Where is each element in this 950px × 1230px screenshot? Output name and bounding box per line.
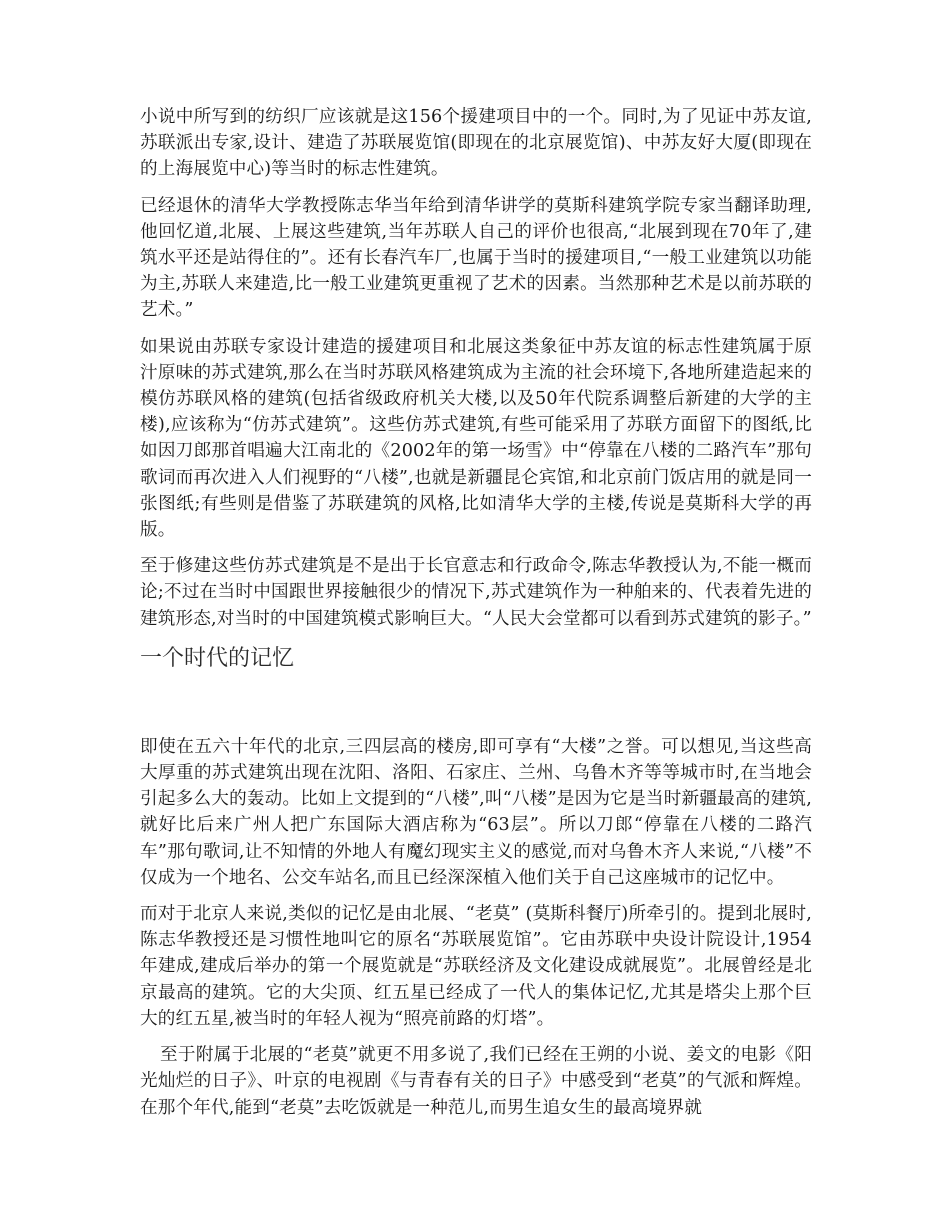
paragraph: 如果说由苏联专家设计建造的援建项目和北展这类象征中苏友谊的标志性建筑属于原汁原味的苏式建筑,那么在当时苏联风格建筑成为主流的社会环境下,各地所建造起来的模仿苏联风格的建筑(包括省级政府机关大楼,以及50年代院系调整后新建的大学的主楼),应该称为“仿苏式建筑”。这些仿苏式建筑,有些可能采用了苏联方面留下的图纸,比如因刀郎那首唱遍大江南北的《2002年的第一场雪》中“停靠在八楼的二路汽车”那句歌词而再次进入人们视野的“八楼”,也就是新疆昆仑宾馆,和北京前门饭店用的就是同一张图纸;有些则是借鉴了苏联建筑的风格,比如清华大学的主楼,传说是莫斯科大学的再版。 [140,336,812,541]
section-spacer [140,676,812,734]
article-body [140,104,812,1131]
paragraph: 已经退休的清华大学教授陈志华当年给到清华讲学的莫斯科建筑学院专家当翻译助理,他回忆道,北展、上展这些建筑,当年苏联人自己的评价也很高,“北展到现在70年了,建筑水平还是站得住的”。还有长春汽车厂,也属于当时的援建项目,“一般工业建筑以功能为主,苏联人来建造,比一般工业建筑更重视了艺术的因素。当然那种艺术是以前苏联的艺术。” [140,195,812,321]
paragraph: 小说中所写到的纺织厂应该就是这156个援建项目中的一个。同时,为了见证中苏友谊,苏联派出专家,设计、建造了苏联展览馆(即现在的北京展览馆)、中苏友好大厦(即现在的上海展览中心)等当时的标志性建筑。 [140,107,812,180]
paragraph: 至于修建这些仿苏式建筑是不是出于长官意志和行政命令,陈志华教授认为,不能一概而论;不过在当时中国跟世界接触很少的情况下,苏式建筑作为一种舶来的、代表着先进的建筑形态,对当时的中国建筑模式影响巨大。“人民大会堂都可以看到苏式建筑的影子。” [140,556,812,629]
paragraph: 即使在五六十年代的北京,三四层高的楼房,即可享有“大楼”之誉。可以想见,当这些高大厚重的苏式建筑出现在沈阳、洛阳、石家庄、兰州、乌鲁木齐等等城市时,在当地会引起多么大的轰动。比如上文提到的“八楼”,叫“八楼”是因为它是当时新疆最高的建筑,就好比后来广州人把广东国际大酒店称为“63层”。所以刀郎“停靠在八楼的二路汽车”那句歌词,让不知情的外地人有魔幻现实主义的感觉,而对乌鲁木齐人来说,“八楼”不仅成为一个地名、公交车站名,而且已经深深植入他们关于自己这座城市的记忆中。 [140,736,812,888]
paragraph: 而对于北京人来说,类似的记忆是由北展、“老莫” (莫斯科餐厅)所牵引的。提到北展时,陈志华教授还是习惯性地叫它的原名“苏联展览馆”。它由苏联中央设计院设计,1954年建成,建成后举办的第一个展览就是“苏联经济及文化建设成就展览”。北展曾经是北京最高的建筑。它的大尖顶、红五星已经成了一代人的集体记忆,尤其是塔尖上那个巨大的红五星,被当时的年轻人视为“照亮前路的灯塔”。 [140,904,812,1029]
paragraph: 至于附属于北展的“老莫”就更不用多说了,我们已经在王朔的小说、姜文的电影《阳光灿烂的日子》、叶京的电视剧《与青春有关的日子》中感受到“老莫”的气派和辉煌。在那个年代,能到“老莫”去吃饭就是一种范儿,而男生追女生的最高境界就 [140,1045,812,1118]
section-heading: 一个时代的记忆 [140,645,295,671]
